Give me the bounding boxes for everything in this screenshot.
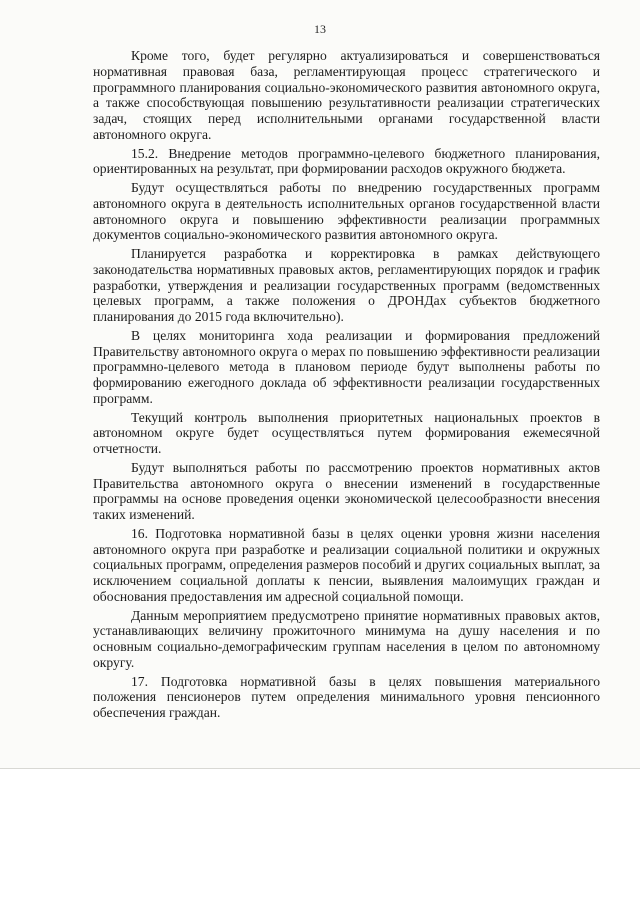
paragraph-regulatory-base: Кроме того, будет регулярно актуализироваться и совершенствоваться нормативная правовая база, регламентирующая процесс стратегического и программного планирования социально-экономического развития автономного округа, а также способствующая повышению результативности реализации стратегических задач, стоящих перед исполнительными органами государственной власти автономного округа. <box>93 48 600 142</box>
paragraph-state-programs: Будут осуществляться работы по внедрению государственных программ автономного округа в деятельность исполнительных органов государственной власти автономного округа и повышению эффективности реализации программных документов социально-экономического развития автономного округа. <box>93 180 600 243</box>
paragraph-draft-review: Будут выполняться работы по рассмотрению проектов нормативных актов Правительства автономного округа о внесении изменений в государственные программы на основе проведения оценки экономической целесообразности внесения таких изменений. <box>93 459 600 522</box>
page-number: 13 <box>314 22 326 36</box>
paragraph-section-15-2: 15.2. Внедрение методов программно-целевого бюджетного планирования, ориентированных на результат, при формировании расходов окружного бюджета. <box>93 145 600 177</box>
document-body <box>93 48 600 721</box>
paragraph-section-17: 17. Подготовка нормативной базы в целях повышения материального положения пенсионеров путем определения минимального уровня пенсионного обеспечения граждан. <box>93 673 600 720</box>
paragraph-planned-development: Планируется разработка и корректировка в рамках действующего законодательства нормативных правовых актов, регламентирующих порядок и график разработки, утверждения и реализации государственных программ (ведомственных целевых программ, а также положения о ДРОНДах субъектов бюджетного планирования до 2015 года включительно). <box>93 246 600 324</box>
paragraph-monitoring: В целях мониторинга хода реализации и формирования предложений Правительству автономного округа о мерах по повышению эффективности реализации программно-целевого метода в плановом периоде будут выполнены работы по формированию ежегодного доклада об эффективности реализации государственных программ. <box>93 327 600 406</box>
paragraph-section-16: 16. Подготовка нормативной базы в целях оценки уровня жизни населения автономного округа при разработке и реализации социальной политики и окружных социальных программ, определения размеров пособий и других социальных выплат, за исключением социальной доплаты к пенсии, выявления малоимущих граждан и обоснования предоставления им адресной социальной помощи. <box>93 525 600 604</box>
paragraph-current-control: Текущий контроль выполнения приоритетных национальных проектов в автономном округе будет осуществляться путем формирования ежемесячной отчетности. <box>93 409 600 456</box>
paragraph-subsistence-minimum: Данным мероприятием предусмотрено принятие нормативных правовых актов, устанавливающих величину прожиточного минимума на душу населения и по основным социально-демографическим группам населения в целом по автономному округу. <box>93 607 600 670</box>
